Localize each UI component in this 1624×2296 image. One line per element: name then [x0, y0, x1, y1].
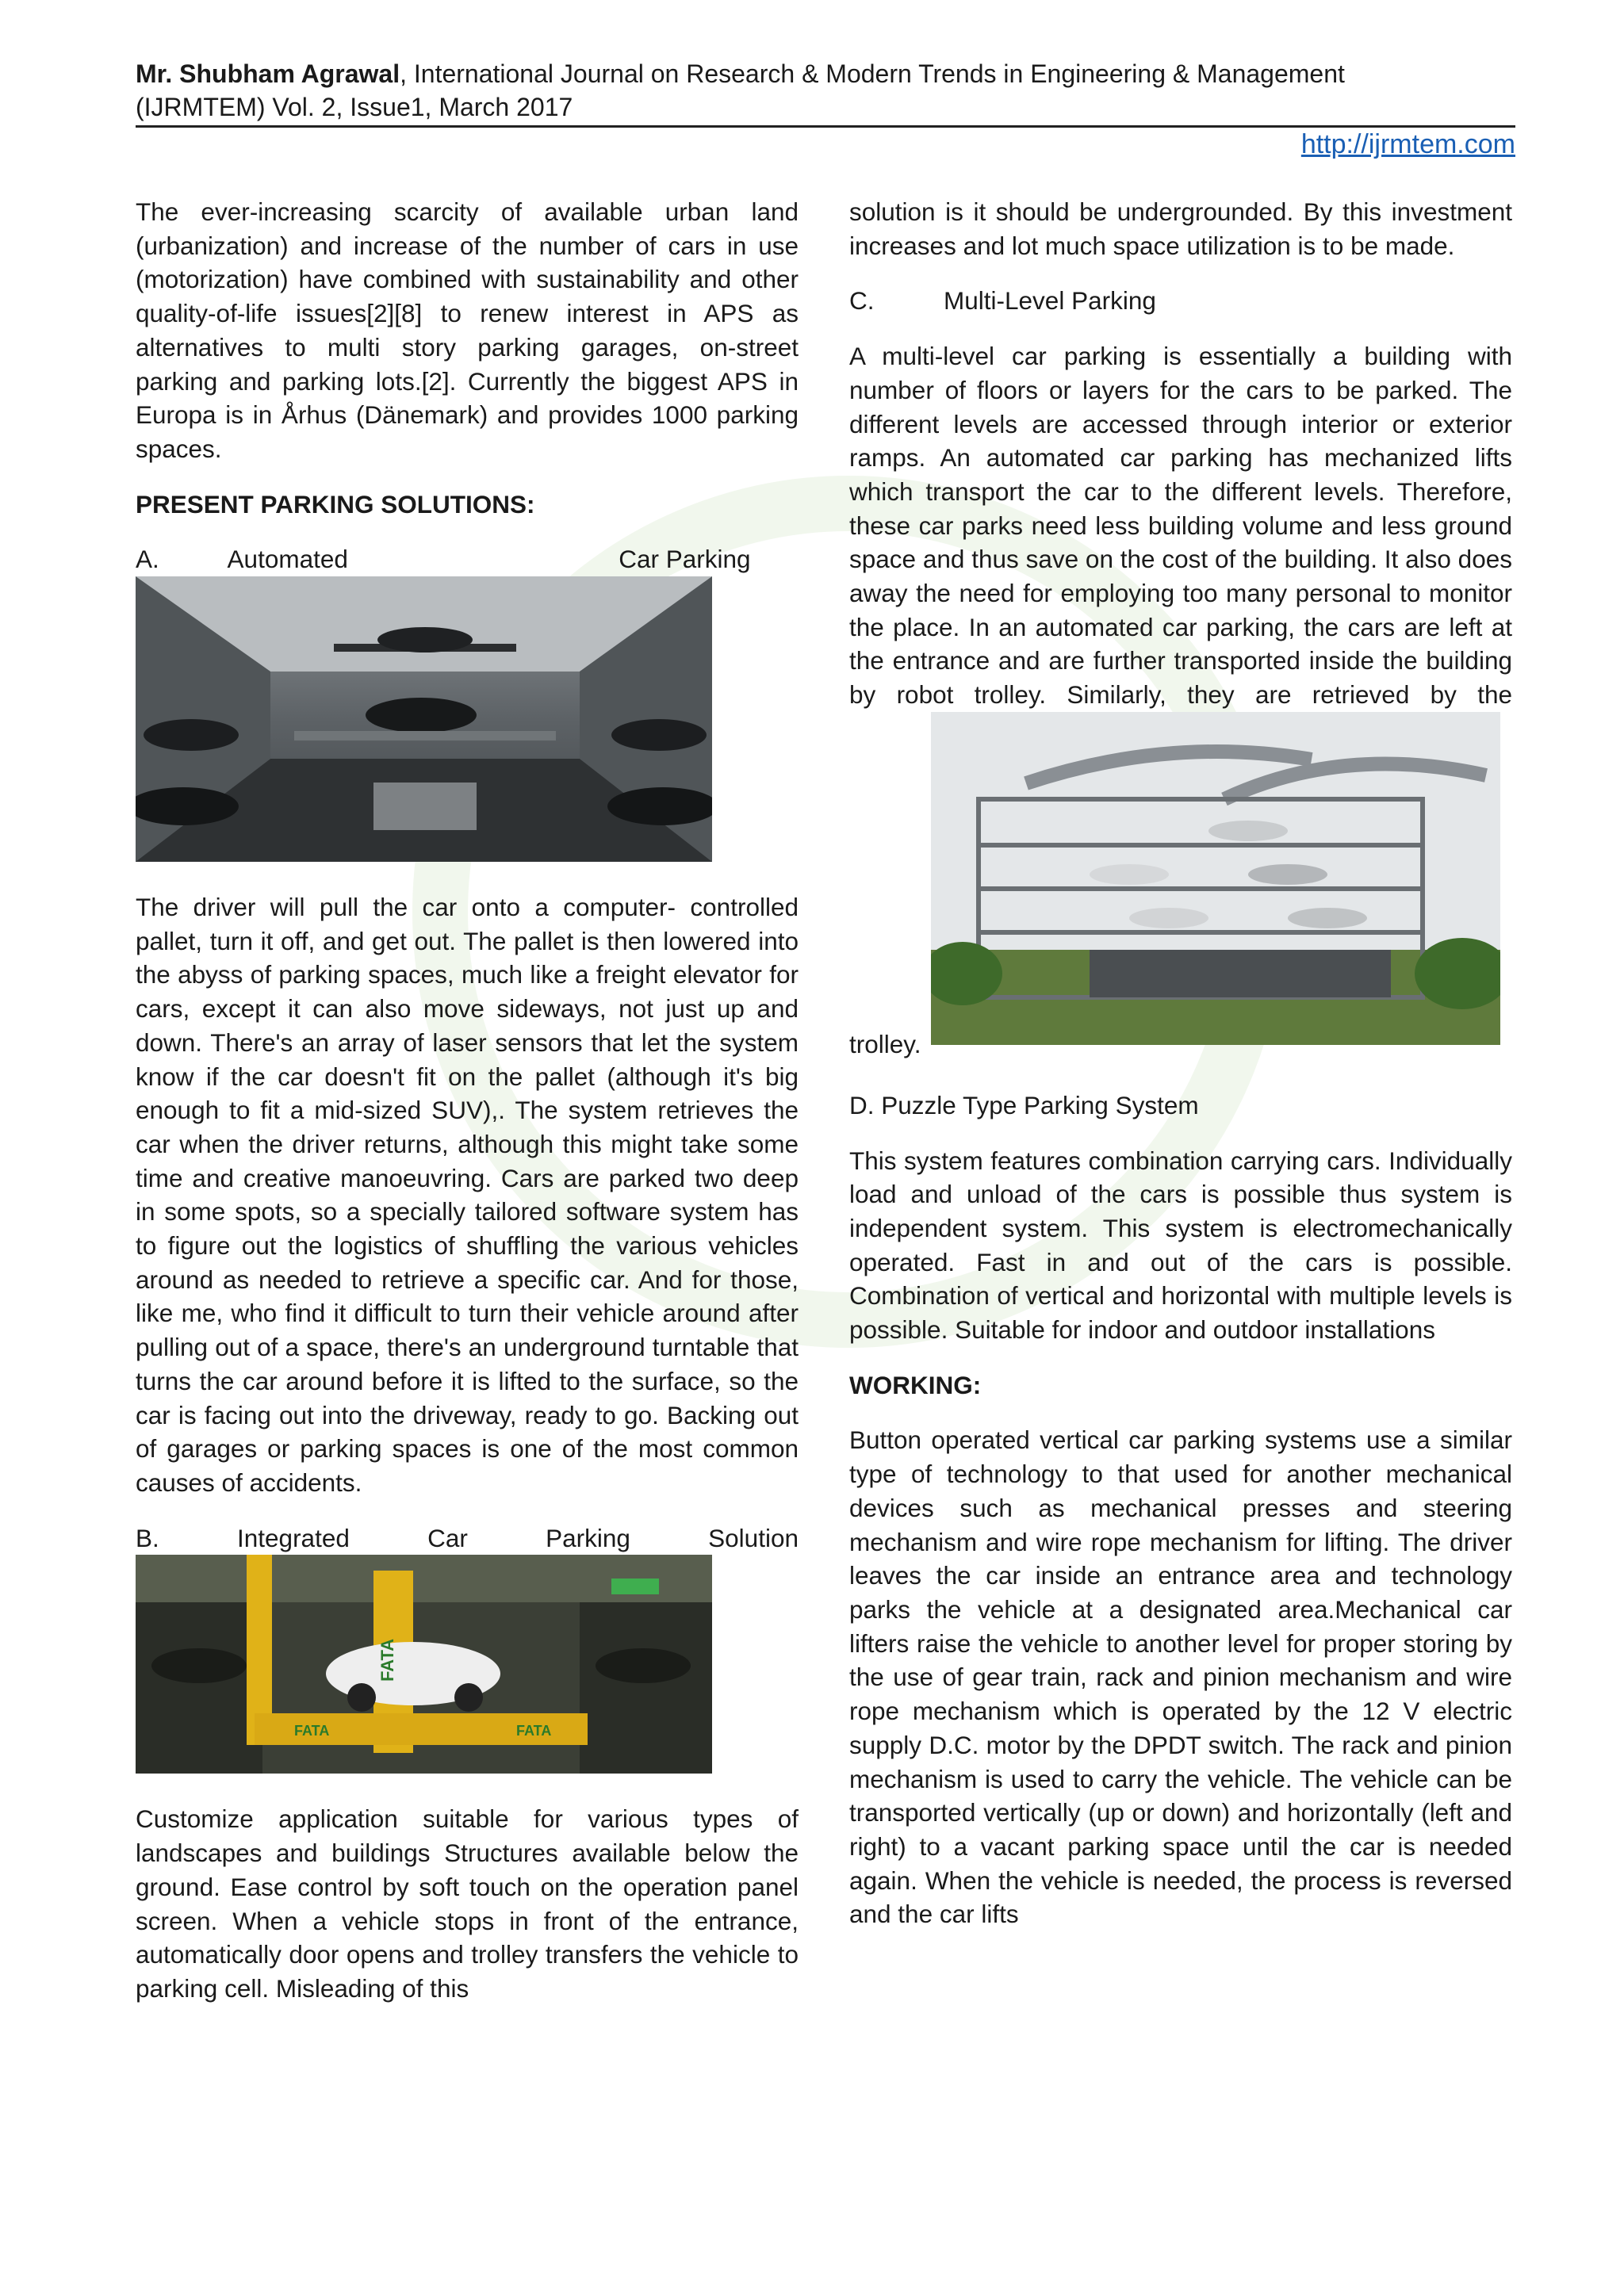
section-heading-present-solutions: PRESENT PARKING SOLUTIONS:: [136, 489, 535, 519]
subheading-puzzle: D. Puzzle Type Parking System: [849, 1090, 1199, 1119]
multilevel-parking-paragraph: A multi-level car parking is essentially a building with number of floors or layers for the cars to be parked. The different levels are accessed through interior or exterior ramps. An automated car parking has mechanized lifts which transport the car to the different levels. Therefore, these car parks need less building volume and less ground space and thus save on the cost of the building. It also does away the need for employing too many personal to monitor the place. In an automated car parking, the cars are left at the entrance and are further transported inside the building by robot trolley. Similarly, they are retrieved by the: [849, 342, 1512, 710]
figure-multilevel-parking: [931, 712, 1500, 1045]
figure-multilevel-row: [849, 712, 1512, 1073]
section-heading-working: WORKING:: [849, 1370, 982, 1399]
subheading-integrated: B. Integrated Car Parking Solution: [136, 1523, 799, 1552]
fata-logo-vertical: FATA: [377, 1639, 397, 1682]
figure-integrated-parking: [136, 1555, 712, 1774]
integrated-parking-paragraph: Customize application suitable for various types of landscapes and buildings Structures available below the ground. Ease control by soft touch on the operation panel screen. When a vehicle stops in front of the entrance, automatically door opens and trolley transfers the vehicle to parking cell. Misleading of this: [136, 1804, 799, 2003]
subheading-multilevel: C. Multi-Level Parking: [849, 286, 1156, 316]
journal-name: , International Journal on Research & Modern Trends in Engineering & Management: [400, 59, 1345, 88]
right-column: [849, 195, 1512, 1953]
figure-automated-parking: [136, 576, 712, 862]
automated-parking-paragraph: The driver will pull the car onto a computer- controlled pallet, turn it off, and get out. The pallet is then lowered into the abyss of parking spaces, much like a freight elevator for cars, except it can also move sideways, not just up and down. There's an array of laser sensors that let the system know if the car doesn't fit on the pallet (although it's big enough to fit a mid-sized SUV),. The system retrieves the car when the driver returns, although this might take some time and creative manoeuvring. Cars are parked two deep in some spots, so a specially tailored software system has to figure out the logistics of shuffling the various vehicles around as needed to retrieve a specific car. And for those, like me, who find it difficult to turn their vehicle around after pulling out of a space, there's an underground turntable that turns the car around before it is lifted to the surface, so the car is facing out into the driveway, ready to go. Backing out of garages or parking spaces is one of the most common causes of accidents.: [136, 893, 799, 1497]
journal-issue: (IJRMTEM) Vol. 2, Issue1, March 2017: [136, 93, 573, 121]
trolley-word: trolley.: [849, 1029, 921, 1058]
left-column: [136, 195, 799, 2027]
intro-paragraph: The ever-increasing scarcity of available urban land (urbanization) and increase of the number of cars in use (motorization) have combined with sustainability and other quality-of-life issues[2][8] to renew interest in APS as alternatives to multi story parking garages, on-street parking and parking lots.[2]. Currently the biggest APS in Europa is in Århus (Dänemark) and provides 1000 parking spaces.: [136, 197, 799, 463]
working-paragraph: Button operated vertical car parking systems use a similar type of technology to that used for another mechanical devices such as mechanical presses and steering mechanism and wire rope mechanism for lifting. The driver leaves the car inside an entrance area and technology parks the vehicle at a designated area.Mechanical car lifters raise the vehicle to another level for proper storing by the use of gear train, rack and pinion mechanism and wire rope mechanism which is operated by the 12 V electric supply D.C. motor by the DPDT switch. The rack and pinion mechanism is used to carry the vehicle. The vehicle can be transported vertically (up or down) and horizontally (left and right) to a vacant parking space until the car is needed again. When the vehicle is needed, the process is reversed and the car lifts: [849, 1425, 1512, 1929]
fata-logo-left: FATA: [294, 1723, 330, 1739]
subheading-automated: A. Automated Car Parking: [136, 545, 751, 574]
fata-logo-right: FATA: [516, 1723, 552, 1739]
integrated-parking-continued: solution is it should be undergrounded. By this investment increases and lot much space utilization is to be made.: [849, 197, 1512, 260]
running-header: [136, 57, 1515, 124]
author-name: Mr. Shubham Agrawal: [136, 59, 400, 88]
journal-url-link[interactable]: http://ijrmtem.com: [1300, 129, 1515, 159]
puzzle-parking-paragraph: This system features combination carrying cars. Individually load and unload of the cars is possible thus system is independent system. This system is electromechanically operated. Fast in and out of the cars is possible. Combination of vertical and horizontal with multiple levels is possible. Suitable for indoor and outdoor installations: [849, 1146, 1512, 1345]
header-rule: [136, 125, 1515, 128]
